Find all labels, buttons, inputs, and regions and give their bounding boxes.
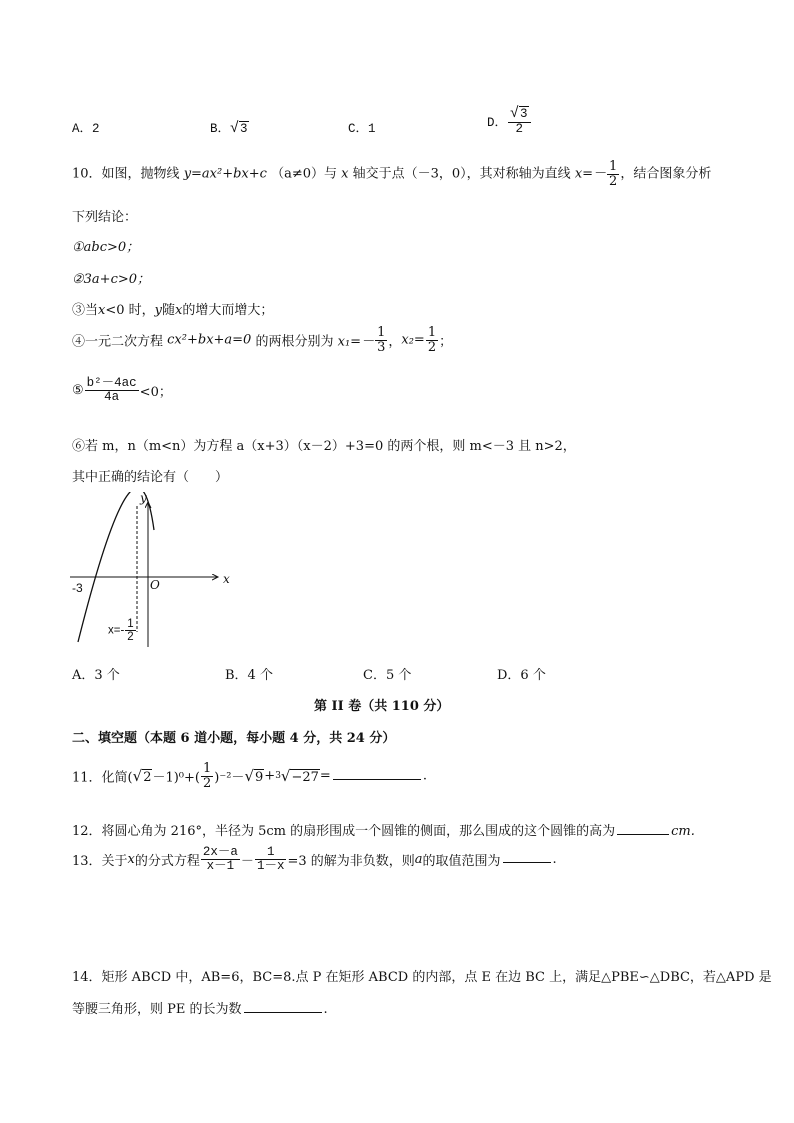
q10-conclusion-6: ⑥若 m，n（m<n）为方程 a（x+3）（x－2）+3=0 的两个根，则 m<－3 且 n>2，	[72, 439, 576, 454]
q10-conclusion-4: ④一元二次方程 cx²+bx+a=0 的两根分别为 x₁=－ $\frac{1}{3}$ ，x₂= $\frac{1}{2}$ ；	[72, 325, 453, 355]
q9-option-b-label: B．	[210, 122, 231, 136]
q11-answer-blank[interactable]	[333, 778, 421, 780]
q10-stem-line1: 10．如图，抛物线 y=ax²+bx+c （a≠0）与 x 轴交于点（－3，0），其对称轴为直线 x=－ $\frac{1}{2}$ ，结合图象分析	[72, 159, 712, 189]
q10-conclusion-2: ②3a+c>0；	[72, 272, 151, 287]
q10-axis-fraction: $\frac{1}{2}$	[609, 159, 618, 189]
q10-stem-line2: 下列结论：	[72, 210, 138, 225]
graph-axis-equation: x=- $\frac{1}{2}$	[108, 618, 134, 644]
q9-option-b-radical: √3	[230, 120, 248, 137]
section-2-title: 第 II 卷（共 110 分）	[314, 699, 450, 714]
q10-option-c: C．5 个	[363, 668, 412, 683]
q10-parabola-graph	[68, 492, 238, 652]
q9-option-d	[487, 106, 532, 136]
q9-option-c: C．1	[348, 122, 376, 136]
graph-root-label: -3	[72, 581, 83, 595]
q14-answer-blank[interactable]	[244, 1011, 322, 1013]
q9-option-d-fraction: $\frac{√3}{2}$	[508, 106, 531, 136]
graph-origin-label: O	[150, 578, 160, 592]
q10-option-b: B．4 个	[225, 668, 273, 683]
section-2-heading: 二、填空题（本题 6 道小题，每小题 4 分，共 24 分）	[72, 731, 396, 746]
question-13: 13．关于x的分式方程 $\frac{2x-a}{x-1}$ － $\frac{1}{1-x}$ =3 的解为非负数，则a的取值范围为 .	[72, 845, 557, 874]
q10-conclusion-5: ⑤ $\frac{\text{b²－4ac}}{4a}$ <0；	[72, 376, 172, 405]
q9-option-a: A．2	[72, 122, 100, 136]
q12-answer-blank[interactable]	[617, 833, 669, 835]
graph-x-label: x	[223, 572, 230, 586]
question-14-line1: 14．矩形 ABCD 中，AB=6，BC=8.点 P 在矩形 ABCD 的内部，点 E 在边 BC 上，满足△PBE∽△DBC，若△APD 是	[72, 970, 772, 985]
q10-conclusion-3: ③当x<0 时，y随x的增大而增大；	[72, 303, 274, 318]
q9-option-d-label: D．	[487, 115, 508, 130]
q13-answer-blank[interactable]	[503, 861, 551, 863]
question-11: 11．化简(√2－1)⁰+( $\frac{1}{2}$ )⁻²－√9+3√−27= .	[72, 761, 427, 791]
question-12: 12．将圆心角为 216°，半径为 5cm 的扇形围成一个圆锥的侧面，那么围成的这个圆锥的高为 cm.	[72, 824, 695, 839]
graph-y-label: y	[140, 491, 147, 505]
question-14-line2: 等腰三角形，则 PE 的长为数 .	[72, 1002, 328, 1017]
q10-option-d: D．6 个	[497, 668, 546, 683]
q10-conclusion-1: ①abc>0；	[72, 240, 140, 255]
q10-question: 其中正确的结论有（ ）	[72, 470, 229, 485]
q9-option-b	[210, 118, 249, 137]
q10-option-a: A．3 个	[72, 668, 120, 683]
